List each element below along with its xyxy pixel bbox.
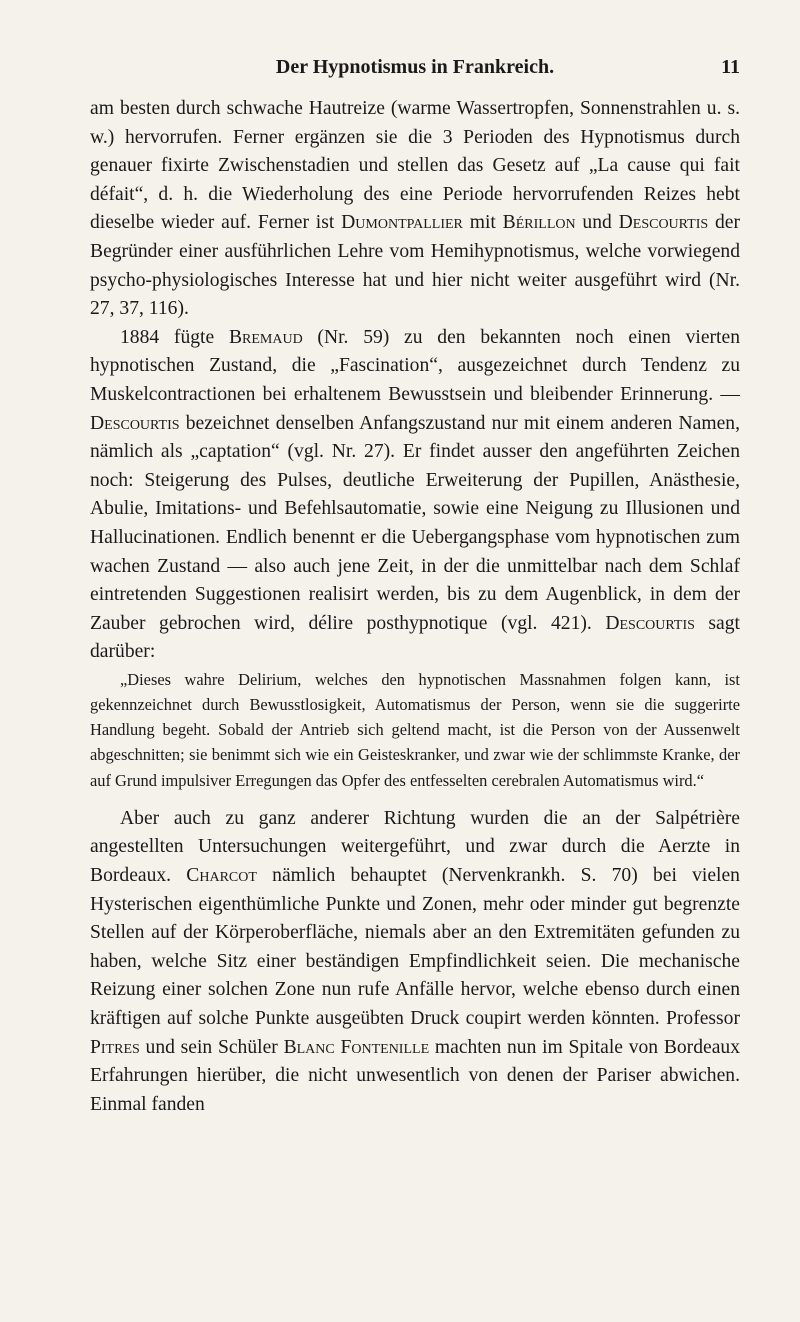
text-run: Aber auch zu ganz anderer Richtung wurden die an der Salpétrière angestellten Untersuchungen weitergeführt, und zwar durch die Aerzte in Bordeaux.	[90, 807, 740, 887]
running-title: Der Hypnotismus in Frankreich.	[275, 56, 555, 78]
text-run: sagt darüber:	[90, 612, 740, 663]
author-name: Bérillon	[502, 212, 576, 234]
paragraph-1	[90, 95, 740, 324]
author-name: Descourtis	[605, 612, 695, 634]
author-name: Bremaud	[228, 326, 303, 348]
author-name: Charcot	[186, 865, 257, 887]
author-name: Pitres	[90, 1036, 140, 1058]
text-run: und	[575, 212, 619, 234]
page-header	[90, 56, 740, 86]
text-run: und sein Schüler	[139, 1036, 284, 1058]
text-run: bezeichnet denselben Anfangszustand nur mit einem anderen Namen, nämlich als „captation“ (vgl. Nr. 27). Er findet ausser den angeführten Zeichen noch: Steigerung des Pulses, deutliche Erweiterung der Pupillen, Anästhesie, Abulie, Imitations- und Befehlsautomatie, sowie eine Neigung zu Illusionen und Hallucinationen. Endlich benennt er die Uebergangsphase vom hypnotischen zum wachen Zustand — also auch jene Zeit, in der die unmittelbar nach dem Schlaf eintretenden Suggestionen realisirt werden, bis zu dem Augenblick, in dem der Zauber gebrochen wird, délire posthypnotique (vgl. 421).	[90, 412, 740, 634]
block-quote: „Dieses wahre Delirium, welches den hypnotischen Massnahmen folgen kann, ist gekennzeichnet durch Bewusstlosigkeit, Automatismus der Person, wenn sie die suggerirte Handlung begeht. Sobald der Antrieb sich geltend macht, ist die Person von der Aussenwelt abgeschnitten; sie benimmt sich wie ein Geisteskranker, und zwar wie der schlimmste Kranke, der auf Grund impulsiver Erregungen das Opfer des entfesselten cerebralen Automatismus wird.“	[90, 669, 740, 790]
text-run: mit	[462, 212, 503, 234]
paragraph-spacer	[90, 793, 740, 805]
body-text	[90, 95, 740, 1119]
page-number: 11	[721, 56, 740, 78]
paragraph-2	[90, 324, 740, 667]
text-run: nämlich behauptet (Nervenkrankh. S. 70) bei vielen Hysterischen eigenthümliche Punkte und Zonen, mehr oder minder gut begrenzte Stellen auf der Körperoberfläche, niemals aber an den Extremitäten gefunden zu haben, welche Sitz einer beständigen Empfindlichkeit seien. Die mechanische Reizung einer solchen Zone nun rufe Anfälle hervor, welche ebenso durch einen kräftigen auf solche Punkte ausgeübten Druck coupirt werden könnten. Professor	[90, 865, 740, 1030]
author-name: Dumontpallier	[341, 212, 463, 234]
text-run: machten nun im Spitale von Bordeaux Erfahrungen hierüber, die nicht unwesentlich von denen der Pariser abwichen. Einmal fanden	[90, 1036, 740, 1115]
author-name: Blanc Fontenille	[283, 1036, 430, 1058]
text-run: der Begründer einer ausführlichen Lehre vom Hemihypnotismus, welche vorwiegend psycho-physiologisches Interesse hat und hier nicht weiter ausgeführt wird (Nr. 27, 37, 116).	[90, 212, 741, 320]
text-run: (Nr. 59) zu den bekannten noch einen vierten hypnotischen Zustand, die „Fascination“, ausgezeichnet durch Tendenz zu Muskelcontractionen bei erhaltenem Bewusstsein und bleibender Erinnerung. —	[90, 326, 740, 405]
text-run: am besten durch schwache Hautreize (warme Wassertropfen, Sonnenstrahlen u. s. w.) hervorrufen. Ferner ergänzen sie die 3 Perioden des Hypnotismus durch genauer fixirte Zwischenstadien und stellen das Gesetz auf „La cause qui fait défait“, d. h. die Wiederholung des eine Periode hervorrufenden Reizes hebt dieselbe wieder auf. Ferner ist	[90, 98, 740, 234]
author-name: Descourtis	[90, 412, 180, 434]
text-run: 1884 fügte	[120, 326, 229, 348]
author-name: Descourtis	[618, 212, 709, 234]
paragraph-3	[90, 805, 740, 1120]
